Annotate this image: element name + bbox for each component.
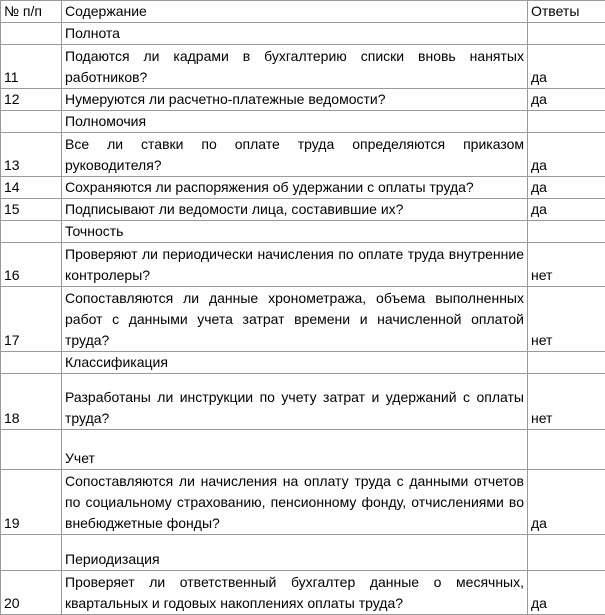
section-answer-cell [528, 352, 605, 374]
section-number-cell [1, 221, 62, 243]
table-header-row [1, 1, 605, 23]
row-answer: нет [528, 243, 605, 287]
table-row [1, 133, 605, 177]
section-title: Классификация [62, 352, 528, 374]
row-answer: нет [528, 374, 605, 430]
section-title: Точность [62, 221, 528, 243]
row-number: 13 [1, 133, 62, 177]
row-number: 14 [1, 177, 62, 199]
section-answer-cell [528, 221, 605, 243]
row-number: 15 [1, 199, 62, 221]
row-number: 11 [1, 45, 62, 89]
row-content: Проверяют ли периодически начисления по оплате труда внутренние контролеры? [62, 243, 528, 287]
row-content: Нумеруются ли расчетно-платежные ведомости? [62, 89, 528, 111]
table-row [1, 571, 605, 615]
section-number-cell [1, 111, 62, 133]
row-number: 19 [1, 470, 62, 535]
row-answer: да [528, 199, 605, 221]
section-answer-cell [528, 111, 605, 133]
table-row [1, 243, 605, 287]
header-answers: Ответы [528, 1, 605, 23]
section-answer-cell [528, 535, 605, 571]
row-content: Подаются ли кадрами в бухгалтерию списки вновь нанятых работников? [62, 45, 528, 89]
row-content: Подписывают ли ведомости лица, составившие их? [62, 199, 528, 221]
section-answer-cell [528, 23, 605, 45]
table-row [1, 470, 605, 535]
row-number: 17 [1, 287, 62, 352]
row-answer: да [528, 133, 605, 177]
table-row [1, 45, 605, 89]
section-title: Полнота [62, 23, 528, 45]
row-content: Сохраняются ли распоряжения об удержании с оплаты труда? [62, 177, 528, 199]
row-number: 12 [1, 89, 62, 111]
row-answer: да [528, 571, 605, 615]
section-row-periodization [1, 535, 605, 571]
row-answer: да [528, 45, 605, 89]
row-content: Разработаны ли инструкции по учету затрат и удержаний с оплаты труда? [62, 374, 528, 430]
section-row-accounting [1, 430, 605, 470]
section-row-accuracy [1, 221, 605, 243]
header-content: Содержание [62, 1, 528, 23]
section-title: Периодизация [62, 535, 528, 571]
table-row [1, 177, 605, 199]
section-number-cell [1, 430, 62, 470]
table-row [1, 199, 605, 221]
section-number-cell [1, 535, 62, 571]
row-content: Все ли ставки по оплате труда определяются приказом руководителя? [62, 133, 528, 177]
table-row [1, 374, 605, 430]
section-row-classification [1, 352, 605, 374]
row-answer: да [528, 470, 605, 535]
row-content: Сопоставляются ли начисления на оплату труда с данными отчетов по социальному страхованию, пенсионному фонду, отчислениями во внебюджетные фонды? [62, 470, 528, 535]
section-number-cell [1, 23, 62, 45]
row-content: Проверяет ли ответственный бухгалтер данные о месячных, квартальных и годовых накоплениях оплаты труда? [62, 571, 528, 615]
section-row-authority [1, 111, 605, 133]
row-number: 20 [1, 571, 62, 615]
row-number: 18 [1, 374, 62, 430]
section-title: Учет [62, 430, 528, 470]
row-answer: да [528, 177, 605, 199]
header-number: № п/п [1, 1, 62, 23]
table-row [1, 287, 605, 352]
section-answer-cell [528, 430, 605, 470]
table-row [1, 89, 605, 111]
section-row-completeness [1, 23, 605, 45]
row-number: 16 [1, 243, 62, 287]
section-title: Полномочия [62, 111, 528, 133]
row-answer: нет [528, 287, 605, 352]
row-content: Сопоставляются ли данные хронометража, объема выполненных работ с данными учета затрат времени и начисленной оплатой труда? [62, 287, 528, 352]
section-number-cell [1, 352, 62, 374]
row-answer: да [528, 89, 605, 111]
